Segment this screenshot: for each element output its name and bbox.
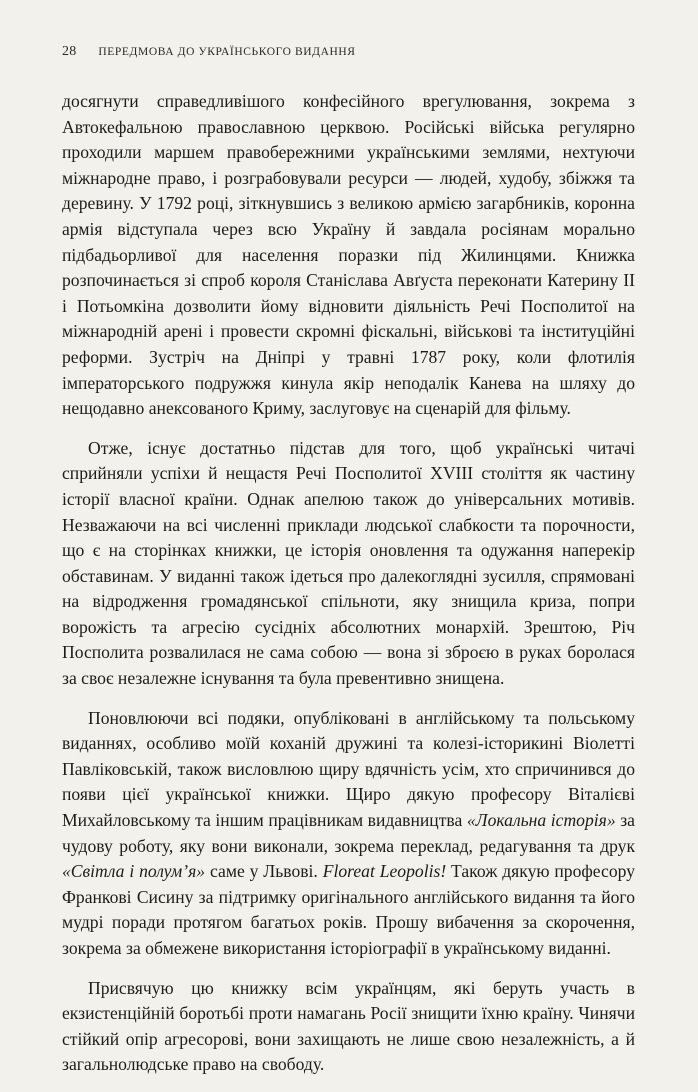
- paragraph-3-part-b: за чудову роботу, яку вони виконали, зокрема переклад, редагування та друк: [62, 810, 635, 856]
- paragraph-3-part-a: Поновлюючи всі подяки, опубліковані в англійському та польському виданнях, особливо моїй коханій дружині та колезі-історикині Віолетті Павліковській, також висловлюю щиру вдячність усім, хто спричинився до появи цієї української книжки. Щиро дякую професору Віталієві Михайловському та іншим працівникам видавництва: [62, 707, 635, 831]
- page-number: 28: [62, 44, 77, 59]
- paragraph-3: [62, 706, 635, 962]
- paragraph-3-part-c: саме у Львові.: [205, 861, 323, 882]
- book-title: «Світла і полум’я»: [62, 861, 206, 882]
- paragraph-3-part-d: Також дякую професору Франкові Сисину за підтримку оригінального англійського видання та його мудрі поради протягом багатьох років. Прошу вибачення за скорочення, зокрема за обмежене використання історіографії в українському виданні.: [62, 861, 636, 958]
- body-text: [62, 89, 635, 1092]
- running-title: ПЕРЕДМОВА ДО УКРАЇНСЬКОГО ВИДАННЯ: [98, 46, 356, 58]
- paragraph-2: Отже, існує достатньо підстав для того, щоб українські читачі сприйняли успіхи й нещастя Речі Посполитої XVIII століття як частину історії власної країни. Однак апелюю також до універсальних мотивів. Незважаючи на всі численні приклади людської слабкости та порочности, що є на сторінках книжки, це історія оновлення та одужання наперекір обставинам. У виданні також ідеться про далекоглядні зусилля, спрямовані на відродження громадянської спільноти, яку знищила криза, попри ворожість та агресію сусідніх абсолютних монархій. Зрештою, Річ Посполита розвалилася не сама собою — вона зі зброєю в руках боролася за своє незалежне існування та була превентивно знищена.: [62, 437, 635, 689]
- publisher-name: «Локальна історія»: [466, 810, 616, 831]
- running-header: [62, 44, 356, 60]
- paragraph-4: Присвячую цю книжку всім українцям, які беруть участь в екзистенційній боротьбі проти намагань Росії знищити їхню країну. Чинячи стійкий опір агресорові, вони захищають не лише свою незалежність, а й загальнолюдське право на свободу.: [62, 977, 635, 1075]
- latin-phrase: Floreat Leopolis!: [322, 861, 447, 882]
- paragraph-1: досягнути справедливішого конфесійного врегулювання, зокрема з Автокефальною православною церквою. Російські війська регулярно проходили маршем правобережними українськими землями, нехтуючи міжнародне право, і розграбовували ресурси — людей, худобу, збіжжя та деревину. У 1792 році, зіткнувшись з великою армією загарбників, коронна армія відступала через всю Україну й завдала росіянам морально підбадьорливої для населення поразки під Жилинцями. Книжка розпочинається зі спроб короля Станіслава Авґуста переконати Катерину II і Потьомкіна дозволити йому відновити діяльність Речі Посполитої на міжнародній арені і провести скромні фіскальні, військові та інституційні реформи. Зустріч на Дніпрі у травні 1787 року, коли флотилія імператорського подружжя кинула якір неподалік Канева на шляху до нещодавно анексованого Криму, заслуговує на сценарій для фільму.: [62, 91, 635, 419]
